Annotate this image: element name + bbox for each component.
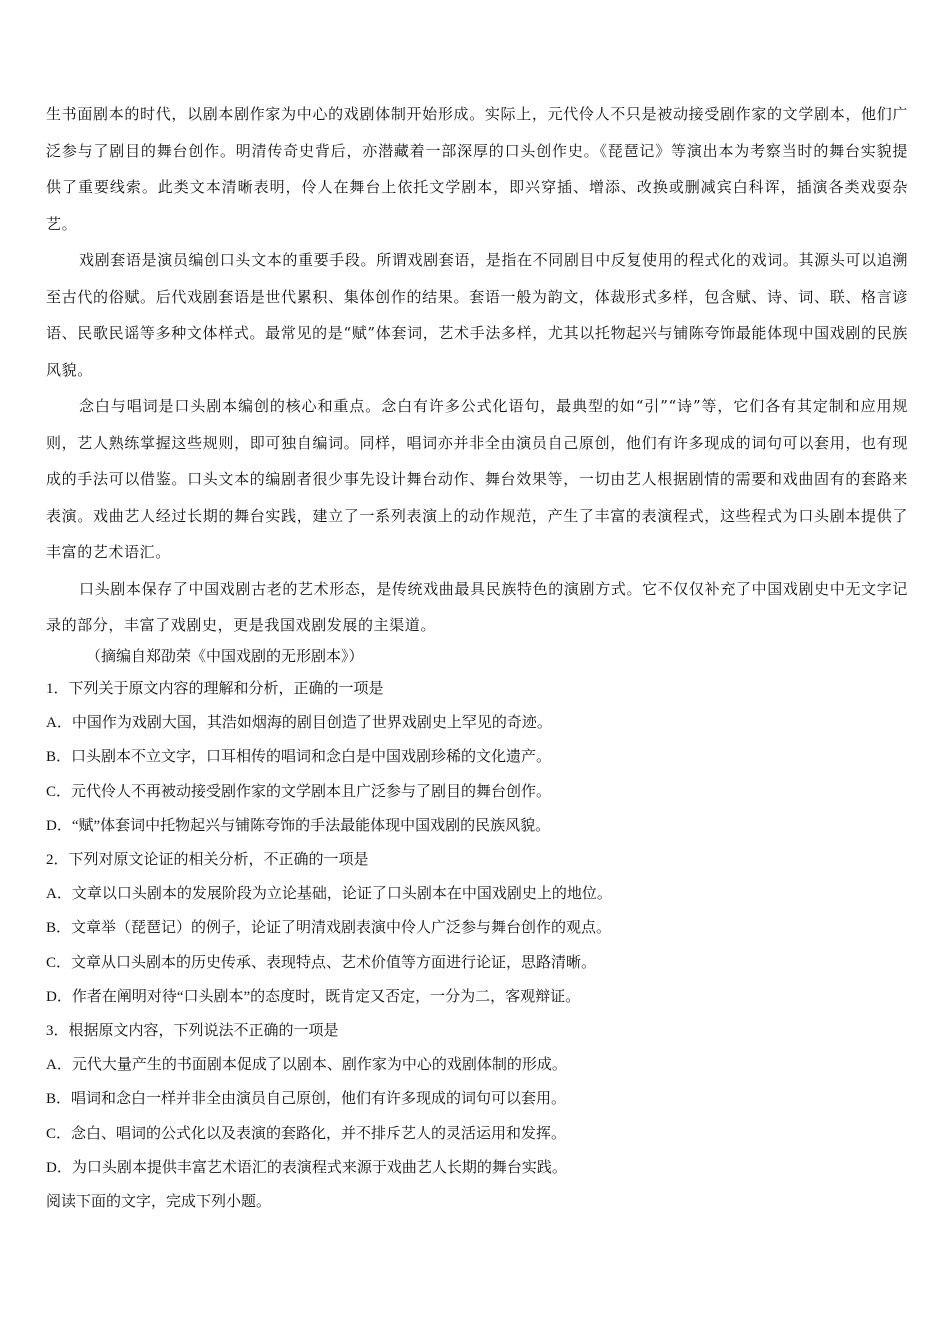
answer-option: A．中国作为戏剧大国，其浩如烟海的剧目创造了世界戏剧史上罕见的奇迹。 xyxy=(46,715,552,732)
answer-option: C．文章从口头剧本的历史传承、表现特点、艺术价值等方面进行论证，思路清晰。 xyxy=(46,954,597,971)
reading-passage xyxy=(46,96,908,644)
answer-option: C．念白、唱词的公式化以及表演的套路化，并不排斥艺人的灵活运用和发挥。 xyxy=(46,1125,567,1142)
answer-option: B．唱词和念白一样并非全由演员自己原创，他们有许多现成的词句可以套用。 xyxy=(46,1091,567,1108)
answer-option: D．“赋”体套词中托物起兴与铺陈夸饰的手法最能体现中国戏剧的民族风貌。 xyxy=(46,817,551,834)
question-stem: 2．下列对原文论证的相关分析，不正确的一项是 xyxy=(46,852,369,869)
question-stem: 3．根据原文内容，下列说法不正确的一项是 xyxy=(46,1023,339,1040)
passage-paragraph: 念白与唱词是口头剧本编创的核心和重点。念白有许多公式化语句，最典型的如“引”“诗”等，它们各有其定制和应用规则，艺人熟练掌握这些规则，即可独自编词。同样，唱词亦并非全由演员自己原创，他们有许多现成的词句可以套用，也有现成的手法可以借鉴。口头文本的编剧者很少事先设计舞台动作、舞台效果等，一切由艺人根据剧情的需要和戏曲固有的套路来表演。戏曲艺人经过长期的舞台实践，建立了一系列表演上的动作规范，产生了丰富的表演程式，这些程式为口头剧本提供了丰富的艺术语汇。 xyxy=(46,397,908,561)
answer-option: A．元代大量产生的书面剧本促成了以剧本、剧作家为中心的戏剧体制的形成。 xyxy=(46,1057,567,1074)
answer-option: D．作者在阐明对待“口头剧本”的态度时，既肯定又否定，一分为二，客观辩证。 xyxy=(46,988,581,1005)
answer-option: D．为口头剧本提供丰富艺术语汇的表演程式来源于戏曲艺人长期的舞台实践。 xyxy=(46,1159,567,1176)
passage-paragraph: 生书面剧本的时代，以剧本剧作家为中心的戏剧体制开始形成。实际上，元代伶人不只是被动接受剧作家的文学剧本，他们广泛参与了剧目的舞台创作。明清传奇史背后，亦潜藏着一部深厚的口头创作史。《琵琶记》等演出本为考察当时的舞台实貌提供了重要线索。此类文本清晰表明，伶人在舞台上依托文学剧本，即兴穿插、增添、改换或删减宾白科诨，插演各类戏耍杂艺。 xyxy=(46,105,908,233)
passage-source: （摘编自郑劭荣《中国戏剧的无形剧本》） xyxy=(86,647,364,665)
answer-option: C．元代伶人不再被动接受剧作家的文学剧本且广泛参与了剧目的舞台创作。 xyxy=(46,783,552,800)
reading-instruction: 阅读下面的文字，完成下列小题。 xyxy=(46,1194,272,1211)
answer-option: A．文章以口头剧本的发展阶段为立论基础，论证了口头剧本在中国戏剧史上的地位。 xyxy=(46,886,612,903)
question-list xyxy=(46,672,908,1219)
passage-paragraph: 口头剧本保存了中国戏剧古老的艺术形态，是传统戏曲最具民族特色的演剧方式。它不仅仅补充了中国戏剧史中无文字记录的部分，丰富了戏剧史，更是我国戏剧发展的主渠道。 xyxy=(46,579,908,634)
passage-paragraph: 戏剧套语是演员编创口头文本的重要手段。所谓戏剧套语，是指在不同剧目中反复使用的程式化的戏词。其源头可以追溯至古代的俗赋。后代戏剧套语是世代累积、集体创作的结果。套语一般为韵文，体裁形式多样，包含赋、诗、词、联、格言谚语、民歌民谣等多种文体样式。最常见的是“赋”体套词，艺术手法多样，尤其以托物起兴与铺陈夸饰最能体现中国戏剧的民族风貌。 xyxy=(46,251,908,379)
answer-option: B．口头剧本不立文字，口耳相传的唱词和念白是中国戏剧珍稀的文化遗产。 xyxy=(46,749,552,766)
question-stem: 1．下列关于原文内容的理解和分析，正确的一项是 xyxy=(46,681,384,697)
answer-option: B．文章举（琵琶记）的例子，论证了明清戏剧表演中伶人广泛参与舞台创作的观点。 xyxy=(46,920,612,937)
